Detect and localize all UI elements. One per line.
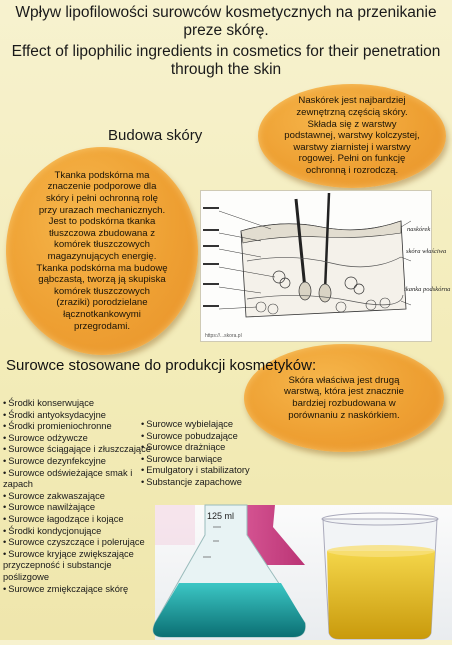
list-item: • Surowce łagodzące i kojące xyxy=(3,514,151,526)
skin-cross-section-diagram xyxy=(200,190,451,342)
list-item: • Surowce zmiękczające skórę xyxy=(3,584,151,596)
list-item: • Środki konserwujące xyxy=(3,398,151,410)
label-epidermis: naskórek xyxy=(407,226,431,233)
skin-structure-heading: Budowa skóry xyxy=(108,127,203,144)
list-item: • Środki promieniochronne xyxy=(3,421,151,433)
label-dermis: skóra właściwa xyxy=(406,248,447,255)
lab-glassware-photo xyxy=(155,505,452,640)
list-item: • Surowce zakwaszające xyxy=(3,491,151,503)
list-item: • Surowce czyszczące i polerujące xyxy=(3,537,151,549)
list-item: • Surowce pobudzające xyxy=(141,431,251,443)
skin-diagram-illustration xyxy=(201,191,451,341)
list-item: • Surowce kryjące zwiększające przyczepność i substancje poślizgowe xyxy=(3,549,151,584)
list-item: • Emulgatory i stabilizatory xyxy=(141,465,251,477)
list-item: • Surowce odświeżające smak i zapach xyxy=(3,468,151,491)
ingredients-list-right xyxy=(141,419,251,489)
list-item: • Środki antyoksydacyjne xyxy=(3,410,151,422)
poster-header xyxy=(0,0,452,79)
hypodermis-bubble xyxy=(6,147,198,355)
list-item: • Surowce drażniące xyxy=(141,442,251,454)
title-polish: Wpływ lipofilowości surowców kosmetycznych na przenikanie preze skórę. xyxy=(15,4,437,39)
list-item: • Surowce wybielające xyxy=(141,419,251,431)
list-item: • Substancje zapachowe xyxy=(141,477,251,489)
list-item: • Surowce nawilżające xyxy=(3,502,151,514)
beaker-marking: 125 ml xyxy=(207,511,235,521)
dermis-text: Skóra właściwa jest drugą warstwą, która jest znacznie bardziej rozbudowana w porównaniu z naskórkiem. xyxy=(284,374,404,421)
list-item: • Surowce barwiące xyxy=(141,454,251,466)
beakers-illustration xyxy=(155,505,452,640)
hypodermis-text: Tkanka podskórna ma znaczenie podporowe dla skóry i pełni ochronną rolę przy urazach mechanicznych. Jest to podskórna tkanka tłuszczowa zbudowana z komórek tłuszczowych magazynujących energię. Tkanka podskórna ma budowę gąbczastą, tworzą ją skupiska komórek tłuszczowych (zraziki) porodzielane łącznotkankowymi przegrodami. xyxy=(36,169,168,332)
ingredients-heading: Surowce stosowane do produkcji kosmetyków: xyxy=(6,357,317,374)
label-hypodermis: tkanka podskórna xyxy=(404,286,451,293)
epidermis-bubble xyxy=(258,84,446,188)
epidermis-text: Naskórek jest najbardziej zewnętrzną częścią skóry. Składa się z warstwy podstawnej, warstwy kolczystej, warstwy ziarnistej i warstwy rogowej. Pełni on funkcję ochronną i rozrodczą. xyxy=(284,95,420,176)
ingredients-list-left xyxy=(3,398,151,595)
list-item: • Środki kondycjonujące xyxy=(3,526,151,538)
diagram-caption: https://...skora.pl xyxy=(205,333,242,339)
list-item: • Surowce ściągające i złuszczające xyxy=(3,444,151,456)
list-item: • Surowce dezynfekcyjne xyxy=(3,456,151,468)
list-item: • Surowce odżywcze xyxy=(3,433,151,445)
title-english: Effect of lipophilic ingredients in cosmetics for their penetration through the skin xyxy=(11,43,441,78)
